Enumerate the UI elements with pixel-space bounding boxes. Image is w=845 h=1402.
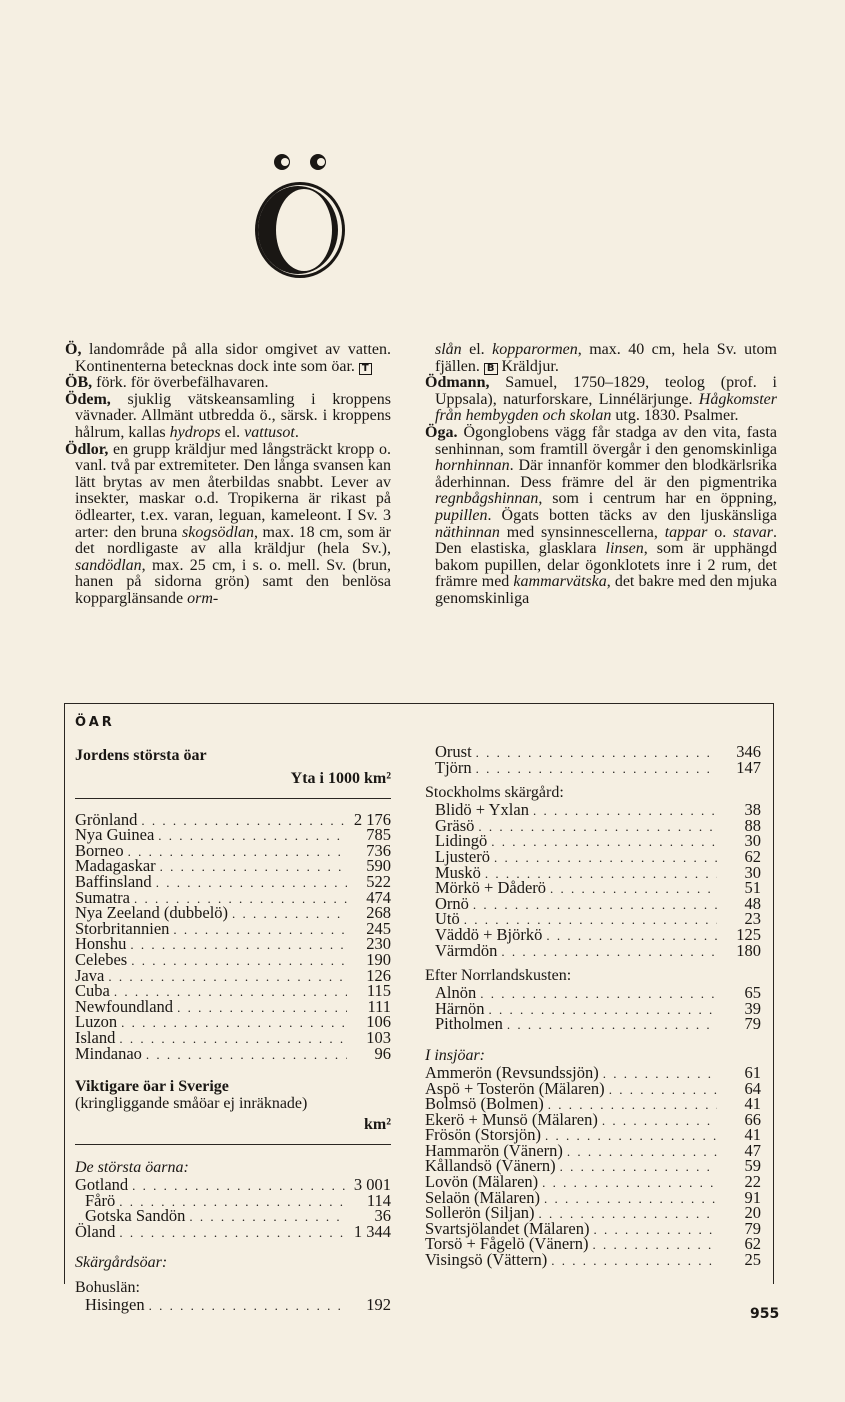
dot-leader	[128, 1179, 347, 1194]
island-area: 62	[744, 846, 761, 866]
entry-text: Samuel, 1750–1829, teolog (prof. i Uppsala), naturforskare, Linnélärjunge.	[435, 374, 777, 408]
island-name: Väddö + Björkö	[435, 924, 543, 944]
entry-text: orm-	[187, 589, 219, 607]
dot-leader	[137, 814, 347, 829]
group-rows	[75, 1175, 391, 1241]
entry-text: sjuklig vätskeansamling i kroppens vävnader. Allmänt utbredda ö., särsk. i kroppens hålrum, kallas	[75, 390, 391, 441]
island-name: Sollerön (Siljan)	[425, 1203, 535, 1223]
island-name: Bolmsö (Bolmen)	[425, 1094, 544, 1114]
island-area: 522	[366, 871, 391, 891]
dot-leader	[156, 860, 347, 875]
island-name: Java	[75, 965, 105, 985]
island-name: Hisingen	[85, 1295, 145, 1315]
entry-text: kopparormen	[492, 341, 578, 358]
island-name: Frösön (Storsjön)	[425, 1125, 541, 1145]
island-name: Gotska Sandön	[85, 1206, 186, 1226]
island-name: Honshu	[75, 934, 127, 954]
island-name: Öland	[75, 1221, 116, 1241]
island-area: 51	[744, 878, 761, 898]
table-title: ÖAR	[75, 715, 115, 730]
island-area: 79	[744, 1218, 761, 1238]
island-area: 114	[366, 1190, 391, 1210]
island-name: Selaön (Mälaren)	[425, 1187, 540, 1207]
dot-leader	[127, 954, 347, 969]
dot-leader	[126, 938, 347, 953]
island-area: 30	[744, 831, 761, 851]
dictionary-entry	[425, 425, 777, 608]
island-area: 230	[366, 934, 391, 954]
entry-text: , det bakre med den mjuka genomskinliga	[435, 573, 777, 607]
dot-leader	[598, 1114, 717, 1129]
island-name: Island	[75, 1027, 116, 1047]
dot-leader	[476, 987, 717, 1002]
group-rows	[425, 1062, 761, 1270]
dot-leader	[563, 1145, 717, 1160]
island-area: 115	[366, 981, 391, 1001]
entry-text: linsen	[605, 540, 644, 558]
entry-text: hydrops	[169, 423, 221, 441]
island-area: 61	[744, 1062, 761, 1082]
entry-headword: Ödem,	[65, 390, 111, 408]
entry-text: el.	[461, 341, 493, 358]
island-name: Newfoundland	[75, 996, 174, 1016]
island-area: 736	[366, 840, 391, 860]
dot-leader	[154, 829, 347, 844]
island-name: Ljusterö	[435, 846, 490, 866]
island-name: Svartsjölandet (Mälaren)	[425, 1218, 590, 1238]
dot-leader	[472, 762, 717, 777]
island-area: 36	[374, 1206, 391, 1226]
island-name: Ekerö + Munsö (Mälaren)	[425, 1109, 598, 1129]
entry-text: el.	[220, 423, 245, 441]
dictionary-entry	[425, 375, 777, 425]
island-area: 66	[744, 1109, 761, 1129]
group-rows	[425, 983, 761, 1034]
dot-leader	[115, 1226, 347, 1241]
island-area: 41	[744, 1094, 761, 1114]
island-area: 190	[366, 949, 391, 969]
island-area: 3 001	[353, 1175, 391, 1195]
group-label: Skärgårdsöar:	[75, 1254, 168, 1272]
dot-leader	[605, 1083, 717, 1098]
sweden-islands-list-left	[75, 1159, 391, 1314]
dictionary-entry	[65, 375, 391, 392]
island-name: Orust	[435, 742, 472, 761]
dot-leader	[540, 1192, 717, 1207]
island-name: Lovön (Mälaren)	[425, 1172, 539, 1192]
group-label: Efter Norrlandskusten:	[425, 967, 572, 985]
group-rows	[425, 742, 761, 777]
sweden-islands-subheading: (kringliggande småöar ej inräknade)	[75, 1095, 308, 1113]
island-area: 126	[366, 965, 391, 985]
dot-leader	[546, 882, 717, 897]
island-name: Storbritannien	[75, 918, 170, 938]
table-row	[75, 949, 391, 969]
entry-text: tappar	[664, 523, 708, 541]
island-area: 48	[744, 893, 761, 913]
island-name: Torsö + Fågelö (Vänern)	[425, 1234, 589, 1254]
dot-leader	[588, 1238, 717, 1253]
island-name: Gotland	[75, 1175, 129, 1195]
island-name: Tjörn	[435, 757, 472, 777]
dot-leader	[599, 1067, 717, 1082]
entry-headword: Ö,	[65, 341, 82, 358]
group-label: Stockholms skärgård:	[425, 784, 564, 802]
table-left-column	[75, 704, 391, 1314]
island-name: Luzon	[75, 1012, 118, 1032]
dictionary-entry	[65, 342, 391, 375]
entry-text: sandödlan	[75, 556, 142, 574]
dot-leader	[556, 1160, 717, 1175]
dot-leader	[469, 898, 717, 913]
dot-leader	[173, 1001, 347, 1016]
island-name: Borneo	[75, 840, 124, 860]
island-area: 38	[744, 800, 761, 820]
dot-leader	[497, 945, 717, 960]
table-row	[75, 1295, 391, 1315]
island-area: 39	[744, 998, 761, 1018]
island-name: Visingsö (Vättern)	[425, 1250, 548, 1270]
island-name: Blidö + Yxlan	[435, 800, 529, 820]
entry-text: , som i centrum har en öppning,	[538, 490, 777, 508]
entry-headword: Öga.	[425, 423, 458, 441]
entry-text: stavar	[733, 523, 774, 541]
entry-text: . Ögats botten täcks av den ljuskänsliga	[487, 506, 777, 524]
world-unit-label: Yta i 1000 km²	[290, 769, 391, 787]
dot-leader	[542, 929, 717, 944]
island-area: 30	[744, 862, 761, 882]
dot-leader	[547, 1254, 717, 1269]
island-area: 59	[744, 1156, 761, 1176]
island-area: 245	[366, 918, 391, 938]
dot-leader	[490, 851, 717, 866]
entry-text: förk. för överbefälhavaren.	[92, 374, 269, 392]
island-area: 65	[744, 983, 761, 1003]
island-name: Madagaskar	[75, 856, 156, 876]
island-area: 79	[744, 1014, 761, 1034]
sweden-unit-label: km²	[363, 1116, 391, 1134]
island-area: 88	[744, 815, 761, 835]
island-area: 785	[366, 825, 391, 845]
entry-headword: ÖB,	[65, 374, 93, 392]
dot-leader	[152, 876, 347, 891]
entry-text: . Där innanför kommer den blodkärlsrika åderhinnan. Dess främre del är den pigmentrika	[435, 457, 777, 491]
entry-text: , max. 40 cm, hela Sv. utom fjällen.	[435, 341, 777, 375]
island-area: 47	[744, 1140, 761, 1160]
island-name: Ammerön (Revsundssjön)	[425, 1062, 599, 1082]
island-area: 180	[736, 940, 761, 960]
island-name: Cuba	[75, 981, 110, 1001]
entry-text: Kräldjur.	[497, 357, 559, 375]
dot-leader	[529, 804, 717, 819]
island-area: 91	[744, 1187, 761, 1207]
group-label: Bohuslän:	[75, 1279, 140, 1297]
dot-leader	[169, 923, 347, 938]
island-area: 111	[367, 996, 391, 1016]
table-row	[425, 742, 761, 761]
island-area: 147	[736, 757, 761, 777]
entry-text: slån	[435, 341, 462, 358]
entry-text: .	[294, 423, 299, 441]
entry-text: med synsinnescellerna,	[499, 523, 665, 541]
island-area: 62	[744, 1234, 761, 1254]
entry-text: , max. 18 cm, som är det nordligaste av alla kräldjur (hela Sv.),	[75, 523, 392, 558]
group-label: I insjöar:	[425, 1046, 485, 1064]
dot-leader	[474, 820, 717, 835]
world-islands-heading: Jordens största öar	[75, 746, 207, 764]
entry-text: vattusot	[244, 423, 295, 441]
dot-leader	[541, 1129, 717, 1144]
entry-text: hornhinnan	[435, 457, 510, 475]
dictionary-entry	[65, 442, 391, 608]
island-name: Lidingö	[435, 831, 488, 851]
dot-leader	[104, 970, 347, 985]
table-row	[425, 757, 761, 777]
dot-leader	[472, 746, 717, 761]
dictionary-entry	[65, 392, 391, 442]
entry-text: regnbågshinnan	[435, 490, 539, 508]
dot-leader	[185, 1210, 347, 1225]
dot-leader	[484, 1003, 717, 1018]
entry-text: Hågkomster från hembygden och skolan	[435, 390, 777, 425]
group-label: De största öarna:	[75, 1159, 189, 1177]
island-name: Kållandsö (Vänern)	[425, 1156, 556, 1176]
table-row	[425, 878, 761, 898]
island-area: 25	[744, 1250, 761, 1270]
entry-text: kammarvätska	[513, 573, 607, 591]
table-row	[75, 965, 391, 985]
island-area: 64	[744, 1078, 761, 1098]
island-name: Nya Guinea	[75, 825, 155, 845]
table-row	[75, 1175, 391, 1195]
island-area: 20	[744, 1203, 761, 1223]
dot-leader	[538, 1176, 717, 1191]
island-name: Ornö	[435, 893, 469, 913]
island-name: Pitholmen	[435, 1014, 503, 1034]
table-row	[425, 940, 761, 960]
table-row	[425, 1250, 761, 1270]
island-name: Celebes	[75, 949, 128, 969]
island-area: 268	[366, 903, 391, 923]
entry-text: utg. 1830. Psalmer.	[611, 407, 739, 425]
island-area: 474	[366, 887, 391, 907]
island-name: Baffinsland	[75, 871, 152, 891]
group-rows	[425, 800, 761, 960]
island-area: 1 344	[353, 1221, 391, 1241]
island-area: 2 176	[353, 809, 391, 829]
island-area: 96	[374, 1043, 391, 1063]
island-area: 192	[366, 1295, 391, 1315]
dot-leader	[124, 845, 347, 860]
table-row	[75, 1221, 391, 1241]
dot-leader	[503, 1018, 717, 1033]
island-name: Grönland	[75, 809, 138, 829]
table-row	[75, 1043, 391, 1063]
entry-headword: Ödmann,	[425, 374, 490, 392]
reference-symbol-icon: T	[359, 363, 372, 375]
island-name: Gräsö	[435, 815, 475, 835]
island-name: Mörkö + Dåderö	[435, 878, 547, 898]
island-name: Hammarön (Vänern)	[425, 1140, 563, 1160]
entry-text: , max. 25 cm, i s. o. mell. Sv. (brun, hanen på sidorna grön) samt den benlösa kopparglänsande	[75, 556, 391, 607]
island-area: 106	[366, 1012, 391, 1032]
left-text-column	[65, 342, 391, 608]
sweden-islands-heading: Viktigare öar i Sverige	[75, 1078, 229, 1096]
island-name: Utö	[435, 909, 460, 929]
right-text-column	[425, 342, 777, 608]
entry-text: Ögonglobens vägg får stadga av den vita, fasta senhinnan, som framtill övergår i den genomskinliga	[435, 423, 777, 458]
island-name: Muskö	[435, 862, 481, 882]
entry-text: landområde på alla sidor omgivet av vatten. Kontinenterna betecknas dock inte som öar.	[75, 341, 391, 375]
entry-text: . Den elastiska, glasklara	[435, 523, 778, 558]
island-name: Alnön	[435, 983, 477, 1003]
island-name: Fårö	[85, 1190, 116, 1210]
entry-headword: Ödlor,	[65, 440, 109, 458]
table-row	[75, 996, 391, 1016]
dot-leader	[228, 907, 347, 922]
group-rows	[75, 1295, 391, 1315]
entry-text: näthinnan	[435, 523, 500, 541]
island-area: 590	[366, 856, 391, 876]
table-row	[425, 893, 761, 913]
dot-leader	[487, 835, 717, 850]
island-name: Nya Zeeland (dubbelö)	[75, 903, 229, 923]
table-row	[425, 1014, 761, 1034]
island-name: Härnön	[435, 998, 485, 1018]
entry-text: o.	[707, 523, 734, 541]
decorative-initial-o-umlaut	[248, 148, 352, 283]
island-area: 41	[744, 1125, 761, 1145]
table-right-column	[425, 742, 761, 1270]
world-islands-list	[75, 809, 391, 1063]
table-row	[75, 1206, 391, 1226]
reference-symbol-icon: B	[484, 363, 498, 375]
table-row	[425, 800, 761, 820]
dictionary-entry	[425, 342, 777, 375]
island-name: Aspö + Tosterön (Mälaren)	[425, 1078, 605, 1098]
island-area: 23	[744, 909, 761, 929]
island-area: 22	[744, 1172, 761, 1192]
island-name: Mindanao	[75, 1043, 142, 1063]
entry-text: , som är upphängd bakom pupillen, delar ögonklotets inre i 2 rum, det främre med	[435, 540, 778, 591]
divider	[75, 798, 391, 799]
table-row	[75, 1012, 391, 1032]
island-name: Sumatra	[75, 887, 130, 907]
island-area: 346	[736, 742, 761, 761]
divider	[75, 1144, 391, 1145]
dot-leader	[117, 1016, 347, 1031]
dot-leader	[115, 1032, 347, 1047]
page-number: 955	[750, 1306, 780, 1322]
island-name: Värmdön	[435, 940, 498, 960]
island-area: 103	[366, 1027, 391, 1047]
island-area: 125	[736, 924, 761, 944]
islands-table-box	[64, 703, 774, 1315]
entry-text: pupillen	[435, 506, 488, 524]
dot-leader	[145, 1299, 347, 1314]
entry-text: skogsödlan	[181, 523, 254, 541]
dot-leader	[589, 1223, 717, 1238]
entry-text: en grupp kräldjur med långsträckt kropp o. vanl. två par extremiteter. Den långa svansen kan lätt brytas av men återbildas snabbt. Lever av insekter, maskar o.d. Tropikerna är rikast på ödlearter, t.ex. varan, leguan, kameleont. I Sv. 3 arter: den bruna	[75, 440, 391, 541]
dot-leader	[142, 1048, 347, 1063]
